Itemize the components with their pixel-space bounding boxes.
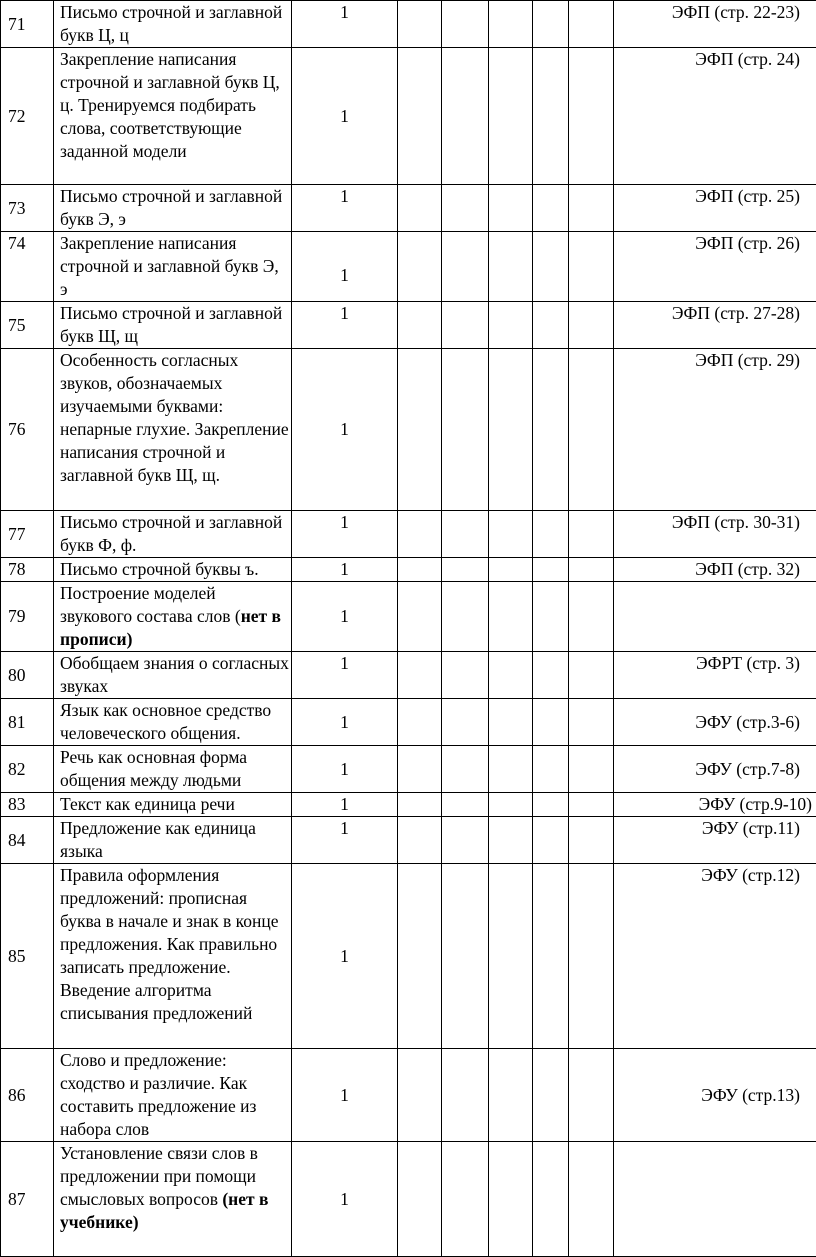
lesson-topic: Обобщаем знания о согласных звуках [54,652,292,699]
empty-cell [489,582,533,652]
lesson-hours: 1 [292,817,398,864]
empty-cell [569,817,614,864]
empty-cell [489,185,533,232]
empty-cell [442,746,489,793]
table-row [1,1142,816,1257]
lesson-resource: ЭФП (стр. 32) [614,558,816,582]
lesson-hours: 1 [292,1142,398,1257]
empty-cell [489,558,533,582]
empty-cell [442,302,489,349]
empty-cell [569,349,614,511]
lesson-number: 75 [1,302,54,349]
lesson-hours: 1 [292,793,398,817]
lesson-topic: Особенность согласных звуков, обозначаемых изучаемыми буквами: непарные глухие. Закрепление написания строчной и заглавной букв Щ, щ. [54,349,292,511]
lesson-topic: Предложение как единица языка [54,817,292,864]
empty-cell [489,1,533,48]
lesson-number: 71 [1,1,54,48]
lesson-number: 76 [1,349,54,511]
empty-cell [398,699,442,746]
empty-cell [442,558,489,582]
empty-cell [442,1049,489,1142]
empty-cell [533,793,569,817]
lesson-topic: Текст как единица речи [54,793,292,817]
empty-cell [442,185,489,232]
empty-cell [489,48,533,185]
lesson-topic [54,1142,292,1257]
empty-cell [489,699,533,746]
lesson-topic [54,582,292,652]
lesson-number: 79 [1,582,54,652]
empty-cell [569,746,614,793]
table-row [1,1049,816,1142]
empty-cell [569,185,614,232]
empty-cell [489,302,533,349]
empty-cell [569,793,614,817]
lesson-topic: Письмо строчной и заглавной букв Щ, щ [54,302,292,349]
lesson-hours: 1 [292,232,398,302]
lesson-number: 84 [1,817,54,864]
lesson-hours: 1 [292,652,398,699]
empty-cell [569,232,614,302]
lesson-resource: ЭФРТ (стр. 3) [614,652,816,699]
empty-cell [489,652,533,699]
lesson-hours: 1 [292,185,398,232]
lesson-number: 73 [1,185,54,232]
lesson-resource: ЭФУ (стр.12) [614,864,816,1049]
lesson-resource: ЭФП (стр. 30-31) [614,511,816,558]
empty-cell [442,582,489,652]
table-row [1,349,816,511]
table-row [1,232,816,302]
empty-cell [569,652,614,699]
empty-cell [398,302,442,349]
empty-cell [489,349,533,511]
empty-cell [569,1049,614,1142]
empty-cell [533,817,569,864]
empty-cell [533,1,569,48]
table-row [1,864,816,1049]
empty-cell [533,699,569,746]
empty-cell [398,1142,442,1257]
lesson-topic: Письмо строчной и заглавной букв Э, э [54,185,292,232]
empty-cell [442,864,489,1049]
lesson-resource: ЭФУ (стр.11) [614,817,816,864]
empty-cell [398,511,442,558]
empty-cell [398,558,442,582]
empty-cell [398,48,442,185]
lesson-resource: ЭФП (стр. 26) [614,232,816,302]
empty-cell [533,1049,569,1142]
lesson-topic-text: Установление связи слов в предложении при помощи смысловых вопросов [60,1143,258,1209]
empty-cell [533,185,569,232]
empty-cell [533,232,569,302]
lesson-resource: ЭФП (стр. 24) [614,48,816,185]
empty-cell [569,302,614,349]
table-row [1,652,816,699]
table-row [1,699,816,746]
empty-cell [533,1142,569,1257]
lesson-number: 87 [1,1142,54,1257]
empty-cell [569,558,614,582]
lesson-topic: Закрепление написания строчной и заглавной букв Э, э [54,232,292,302]
empty-cell [533,582,569,652]
empty-cell [569,1,614,48]
empty-cell [489,817,533,864]
empty-cell [398,1,442,48]
empty-cell [442,652,489,699]
empty-cell [569,511,614,558]
empty-cell [398,746,442,793]
lesson-number: 83 [1,793,54,817]
table-row [1,511,816,558]
lesson-topic-note: (нет в учебнике) [60,1189,268,1232]
lesson-resource: ЭФП (стр. 22-23) [614,1,816,48]
lesson-hours: 1 [292,1,398,48]
empty-cell [398,793,442,817]
empty-cell [398,1049,442,1142]
lesson-number: 78 [1,558,54,582]
empty-cell [489,793,533,817]
empty-cell [442,232,489,302]
empty-cell [533,746,569,793]
empty-cell [533,652,569,699]
empty-cell [569,864,614,1049]
empty-cell [442,793,489,817]
lesson-topic: Слово и предложение: сходство и различие. Как составить предложение из набора слов [54,1049,292,1142]
empty-cell [533,558,569,582]
empty-cell [489,746,533,793]
empty-cell [398,582,442,652]
lesson-resource: ЭФП (стр. 29) [614,349,816,511]
lesson-number: 86 [1,1049,54,1142]
lesson-resource [614,582,816,652]
lesson-number: 85 [1,864,54,1049]
table-row [1,558,816,582]
empty-cell [489,1142,533,1257]
empty-cell [569,699,614,746]
empty-cell [489,864,533,1049]
empty-cell [569,1142,614,1257]
lesson-number: 80 [1,652,54,699]
lesson-topic: Письмо строчной и заглавной букв Ф, ф. [54,511,292,558]
empty-cell [398,185,442,232]
lesson-hours: 1 [292,511,398,558]
empty-cell [533,48,569,185]
lesson-resource: ЭФП (стр. 25) [614,185,816,232]
lesson-hours: 1 [292,582,398,652]
empty-cell [533,511,569,558]
lesson-hours: 1 [292,1049,398,1142]
table-row [1,582,816,652]
lesson-resource: ЭФУ (стр.9-10) [614,793,816,817]
lesson-resource: ЭФУ (стр.13) [614,1049,816,1142]
empty-cell [398,349,442,511]
lesson-hours: 1 [292,302,398,349]
empty-cell [489,1049,533,1142]
lesson-topic: Письмо строчной буквы ъ. [54,558,292,582]
empty-cell [442,817,489,864]
empty-cell [533,864,569,1049]
lesson-number: 81 [1,699,54,746]
empty-cell [569,582,614,652]
lesson-hours: 1 [292,699,398,746]
table-row [1,793,816,817]
empty-cell [442,1142,489,1257]
lesson-number: 82 [1,746,54,793]
lesson-number: 74 [1,232,54,302]
table-row [1,302,816,349]
lesson-hours: 1 [292,349,398,511]
empty-cell [533,302,569,349]
table-row [1,1,816,48]
table-row [1,48,816,185]
lesson-topic: Язык как основное средство человеческого общения. [54,699,292,746]
lesson-resource: ЭФУ (стр.7-8) [614,746,816,793]
empty-cell [398,232,442,302]
lesson-hours: 1 [292,746,398,793]
empty-cell [442,1,489,48]
empty-cell [398,652,442,699]
lesson-topic: Речь как основная форма общения между людьми [54,746,292,793]
lesson-resource: ЭФУ (стр.3-6) [614,699,816,746]
empty-cell [398,864,442,1049]
lesson-number: 77 [1,511,54,558]
lesson-resource: ЭФП (стр. 27-28) [614,302,816,349]
lesson-topic: Правила оформления предложений: прописная буква в начале и знак в конце предложения. Как правильно записать предложение. Введение алгоритма списывания предложений [54,864,292,1049]
empty-cell [533,349,569,511]
lesson-topic-text: Построение моделей звукового состава слов ( [60,583,241,626]
lesson-hours: 1 [292,558,398,582]
empty-cell [398,817,442,864]
empty-cell [442,511,489,558]
lesson-number: 72 [1,48,54,185]
table-row [1,817,816,864]
table-row [1,185,816,232]
empty-cell [442,349,489,511]
empty-cell [442,699,489,746]
lesson-topic: Письмо строчной и заглавной букв Ц, ц [54,1,292,48]
empty-cell [489,511,533,558]
table-row [1,746,816,793]
empty-cell [569,48,614,185]
lesson-hours: 1 [292,48,398,185]
empty-cell [489,232,533,302]
lesson-hours: 1 [292,864,398,1049]
lesson-topic: Закрепление написания строчной и заглавной букв Ц, ц. Тренируемся подбирать слова, соответствующие заданной модели [54,48,292,185]
lesson-resource [614,1142,816,1257]
empty-cell [442,48,489,185]
lesson-topic-note: нет в прописи) [60,606,281,649]
